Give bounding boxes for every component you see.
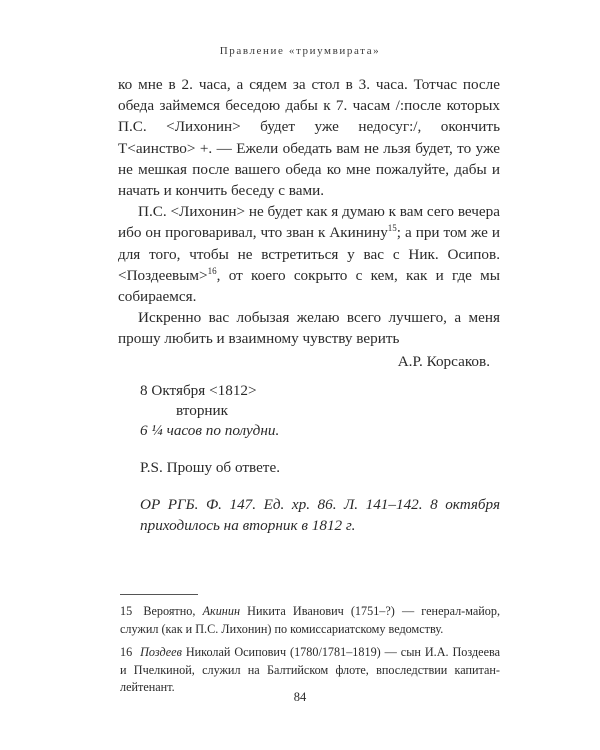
footnote-15 bbox=[120, 603, 500, 638]
signature: А.Р. Корсаков. bbox=[397, 352, 490, 370]
letter-weekday: вторник bbox=[176, 401, 229, 419]
letter-paragraph-3: Искренно вас лобызая желаю всего лучшего, а меня прошу любить и взаимному чувству верить bbox=[118, 309, 500, 348]
letter-paragraph-1: ко мне в 2. часа, а сядем за стол в 3. часа. Тотчас после обеда займемся беседою дабы к 7. часам /:после которых П.С. <Лихонин> будет уже недосуг:/, окончить Т<аинство> +. — Ежели обедать вам не льзя будет, то уже не мешкая после вашего обеда ко мне пожалуйте, дабы и начать и кончить беседу с вами. bbox=[118, 76, 500, 200]
footnote-number: 16 bbox=[120, 645, 133, 659]
footnote-text: Никита Иванович (1751–?) — генерал-майор, служил (как и П.С. Лихонин) по комиссариатскому ведомству. bbox=[120, 604, 501, 636]
letter-paragraph-2 bbox=[118, 201, 500, 307]
letter-body bbox=[118, 74, 500, 536]
letter-paragraph-2-part-a: П.С. <Лихонин> не будет как я думаю к вам сего вечера ибо он проговаривал, что зван к Акинину bbox=[118, 203, 500, 242]
footnote-16 bbox=[120, 644, 500, 697]
archive-source: ОР РГБ. Ф. 147. Ед. хр. 86. Л. 141–142. 8 октября приходилось на вторник в 1812 г. bbox=[140, 496, 500, 535]
footnote-divider bbox=[120, 594, 198, 595]
letter-time: 6 ¼ часов по полудни. bbox=[140, 421, 280, 439]
page-number: 84 bbox=[293, 690, 307, 704]
date-block bbox=[118, 381, 500, 441]
running-head: Правление «триумвирата» bbox=[219, 45, 381, 57]
postscript: P.S. Прошу об ответе. bbox=[140, 458, 280, 476]
footnote-prefix: Вероятно, bbox=[143, 604, 196, 618]
footnote-number: 15 bbox=[120, 604, 133, 618]
footnote-text: Николай Осипович (1780/1781–1819) — сын И.А. Поздеева и Пчелкиной, служил на Балтийском флоте, впоследствии капитан-лейтенант. bbox=[120, 645, 500, 694]
footnotes bbox=[120, 603, 500, 703]
footnote-ref-16[interactable]: 16 bbox=[207, 265, 217, 276]
footnote-ref-15[interactable]: 15 bbox=[387, 223, 397, 234]
footnote-person-name: Акинин bbox=[202, 604, 240, 618]
letter-paragraph-2-part-c: , от коего сокрыто с кем, как и где мы собираемся. bbox=[118, 266, 500, 306]
letter-paragraph-2-part-b: ; а при том же и для того, чтобы не встретиться у вас с Ник. Осипов. <Поздеевым> bbox=[118, 224, 501, 284]
letter-date: 8 Октября <1812> bbox=[140, 381, 257, 399]
footnote-person-name: Поздеев bbox=[140, 645, 182, 659]
